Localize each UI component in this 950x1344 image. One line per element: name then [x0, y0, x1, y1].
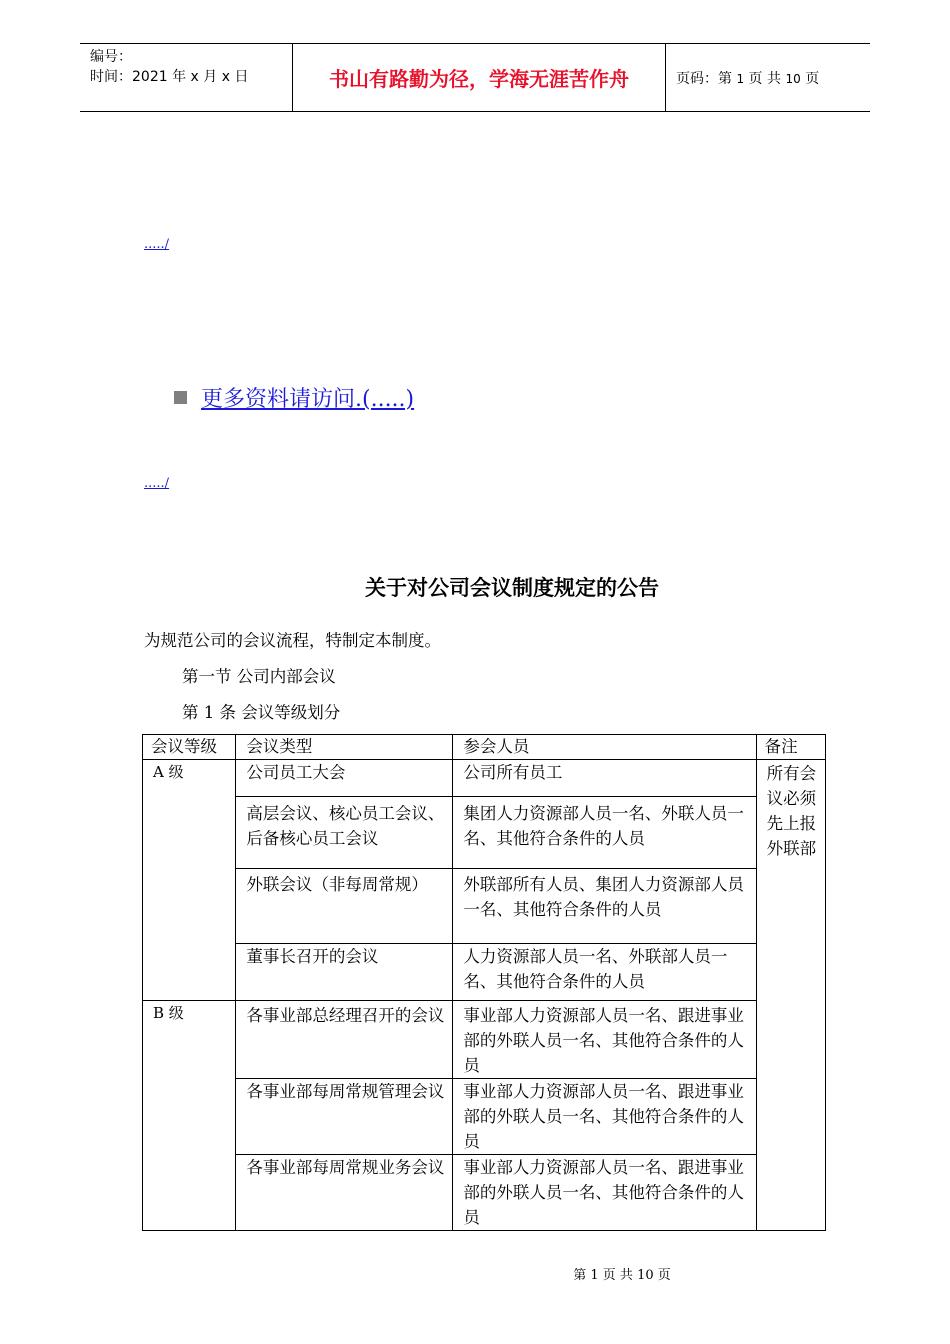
header-motto: 书山有路勤为径，学海无涯苦作舟	[293, 44, 666, 112]
footer-prefix: 第	[573, 1268, 587, 1283]
people-cell: 外联部所有人员、集团人力资源部人员一名、其他符合条件的人员	[453, 869, 756, 944]
level-cell: A 级	[143, 760, 236, 1001]
type-cell: 各事业部每周常规业务会议	[236, 1155, 453, 1231]
more-info-line	[174, 382, 414, 413]
document-title: 关于对公司会议制度规定的公告	[365, 576, 659, 600]
type-cell: 各事业部总经理召开的会议	[236, 1001, 453, 1079]
square-bullet-icon	[174, 391, 187, 404]
table-row	[143, 869, 826, 944]
table-row	[143, 1001, 826, 1079]
people-cell: 人力资源部人员一名、外联部人员一名、其他符合条件的人员	[453, 944, 756, 1001]
type-cell: 高层会议、核心员工会议、后备核心员工会议	[236, 797, 453, 869]
page-suffix: 页	[805, 70, 820, 87]
people-cell: 集团人力资源部人员一名、外联人员一名、其他符合条件的人员	[453, 797, 756, 869]
page-footer	[0, 1264, 950, 1283]
header-meta	[80, 44, 293, 112]
header-level: 会议等级	[143, 735, 236, 760]
page-total: 10	[785, 71, 801, 86]
table-header-row	[143, 735, 826, 760]
article-heading: 第 1 条 会议等级划分	[182, 703, 341, 722]
page-current: 1	[736, 71, 745, 86]
header-page-info	[666, 44, 871, 112]
table-row	[143, 760, 826, 797]
bottom-link[interactable]: ...../	[144, 476, 170, 491]
page-mid: 页 共	[748, 70, 781, 87]
footer-mid: 页 共	[602, 1268, 633, 1283]
number-label: 编号：	[90, 49, 132, 65]
people-cell: 公司所有员工	[453, 760, 756, 797]
people-cell: 事业部人力资源部人员一名、跟进事业部的外联人员一名、其他符合条件的人员	[453, 1079, 756, 1155]
header-type: 会议类型	[236, 735, 453, 760]
footer-current: 1	[590, 1268, 599, 1283]
section-heading: 第一节 公司内部会议	[182, 667, 336, 686]
type-cell: 公司员工大会	[236, 760, 453, 797]
type-cell: 各事业部每周常规管理会议	[236, 1079, 453, 1155]
header-remark: 备注	[756, 735, 825, 760]
page-prefix: 页码：第	[676, 70, 732, 87]
time-label: 时间：2021 年 x 月 x 日	[90, 69, 249, 85]
table-row	[143, 797, 826, 869]
table-row	[143, 944, 826, 1001]
table-row	[143, 1079, 826, 1155]
intro-paragraph: 为规范公司的会议流程，特制定本制度。	[144, 631, 441, 650]
footer-total: 10	[637, 1268, 654, 1283]
table-row	[143, 1155, 826, 1231]
level-cell: B 级	[143, 1001, 236, 1231]
header-people: 参会人员	[453, 735, 756, 760]
type-cell: 外联会议（非每周常规）	[236, 869, 453, 944]
document-header	[80, 43, 870, 112]
type-cell: 董事长召开的会议	[236, 944, 453, 1001]
people-cell: 事业部人力资源部人员一名、跟进事业部的外联人员一名、其他符合条件的人员	[453, 1001, 756, 1079]
footer-suffix: 页	[657, 1268, 671, 1283]
more-info-link[interactable]: 更多资料请访问.(.....)	[201, 387, 415, 412]
meeting-level-table	[142, 734, 826, 1231]
remark-cell: 所有会议必须先上报外联部	[756, 760, 825, 1231]
people-cell: 事业部人力资源部人员一名、跟进事业部的外联人员一名、其他符合条件的人员	[453, 1155, 756, 1231]
top-link[interactable]: ...../	[144, 237, 170, 252]
